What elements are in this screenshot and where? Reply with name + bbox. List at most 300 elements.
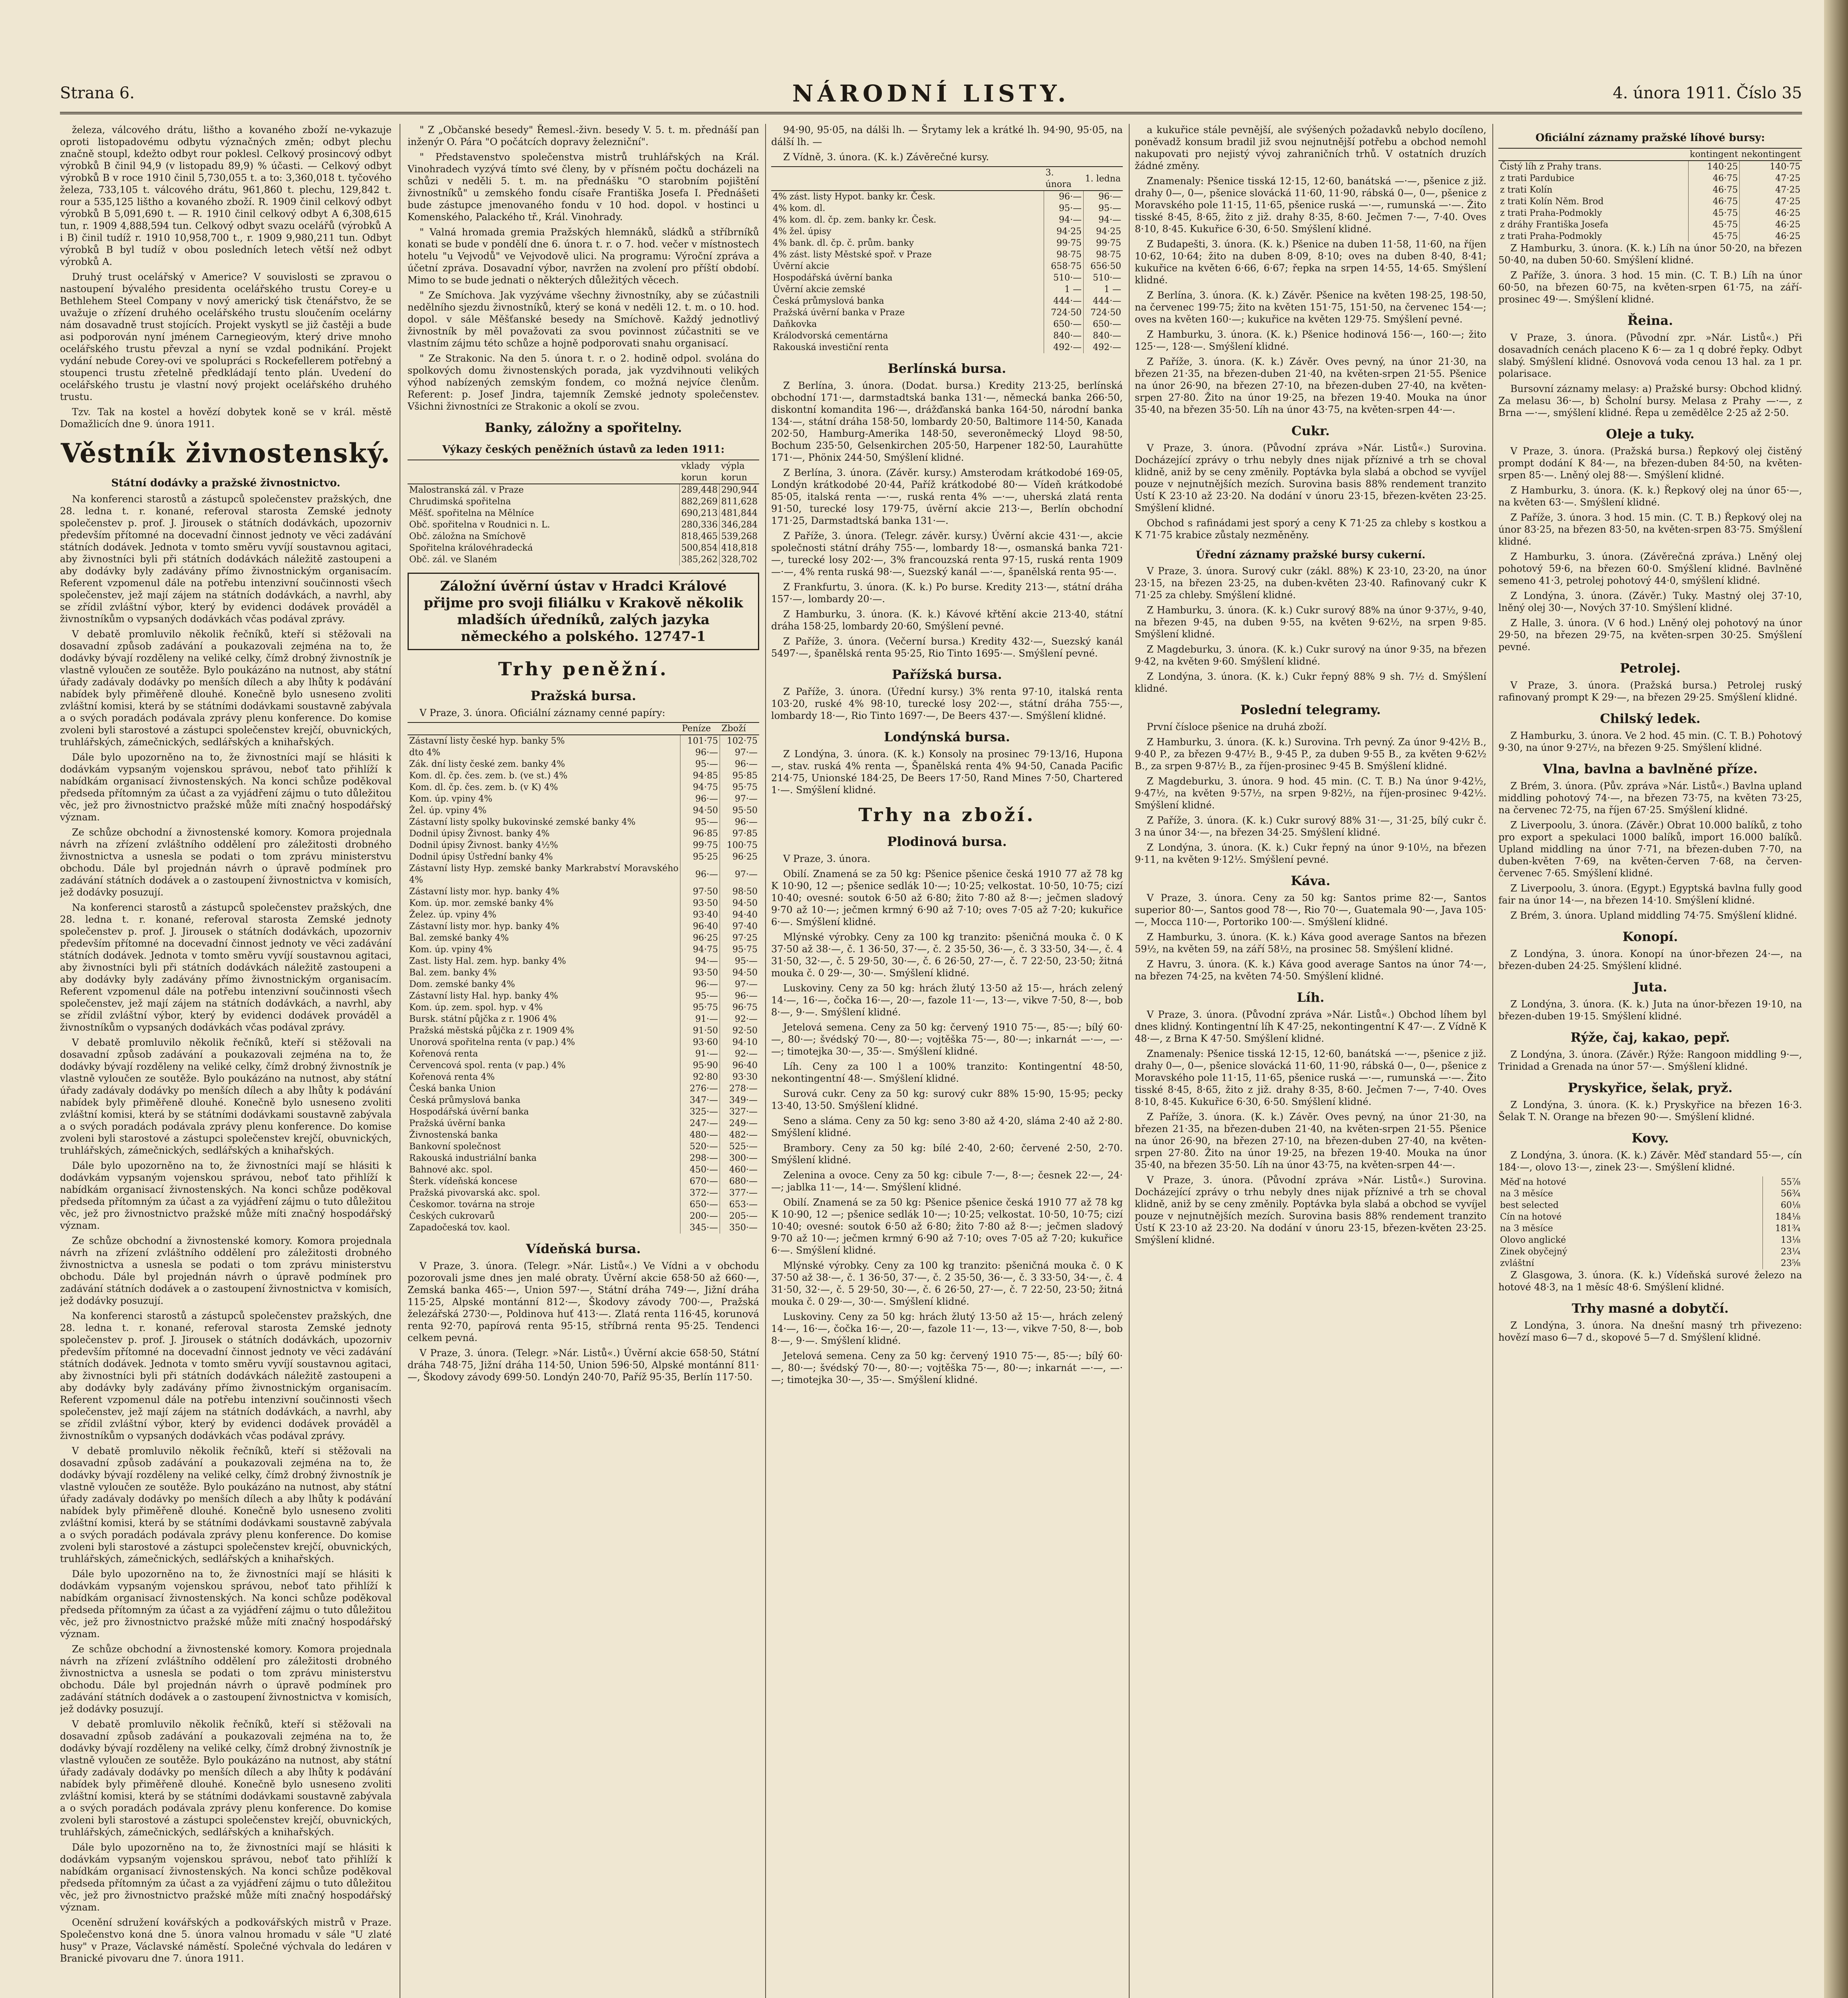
table-value-cell: 276·— xyxy=(680,1083,720,1095)
article-paragraph: Z Londýna, 3. února. (K. k.) Cukr řepný 88% 9 sh. 7½ d. Smýšlení klidné. xyxy=(1135,671,1486,694)
table-row xyxy=(408,1129,759,1141)
article-paragraph: Dále bylo upozorněno na to, že živnostníci mají se hlásiti k dodávkám vypsaným vojenskou správou, neboť tato přihlíží k nabídkám organisací živnostenských. Na konci schůze poděkoval předseda přítomným za účast a za vyjádření zájmu o tuto důležitou věc, jež pro živnostnictvo pražské může míti značný hospodářský význam. xyxy=(60,752,392,823)
table-label-cell: Dodnil úpisy Ústřední banky 4% xyxy=(409,852,553,862)
article-title: Poslední telegramy. xyxy=(1240,702,1381,717)
article-paragraph: Z Hamburku, 3. února. (K. k.) Řepkový olej na únor 65·—, na květen 63·—. Smýšlení klidné. xyxy=(1498,485,1802,508)
article-paragraph: " Z „Občanské besedy" Řemesl.-živn. besedy V. 5. t. m. přednáší pan inženýr O. Pára "O počátcích dopravy železniční". xyxy=(408,124,759,147)
table-row xyxy=(408,793,759,805)
table-label-cell: na 3 měsíce xyxy=(1500,1189,1553,1199)
table-row xyxy=(408,554,759,565)
table-row xyxy=(408,507,759,519)
article-title: Káva. xyxy=(1291,873,1331,888)
table-value-cell: 289,448 xyxy=(680,484,720,496)
table-label-cell: zvláštní xyxy=(1500,1258,1534,1268)
table-value-cell: 690,213 xyxy=(680,507,720,519)
table-label-cell: Unorová spořitelna renta (v pap.) 4% xyxy=(409,1037,575,1047)
column-3 xyxy=(771,124,1123,1998)
article-paragraph: Dále bylo upozorněno na to, že živnostníci mají se hlásiti k dodávkám vypsaným vojenskou správou, neboť tato přihlíží k nabídkám organisací živnostenských. Na konci schůze poděkoval předseda přítomným za účast a za vyjádření zájmu o tuto důležitou věc, jež pro živnostnictvo pražské může míti značný hospodářský význam. xyxy=(60,1568,392,1640)
column-rule xyxy=(1129,124,1130,1998)
table-value-cell: 450·— xyxy=(680,1164,720,1176)
article-paragraph: Obilí. Znamená se za 50 kg: Pšenice pšenice česká 1910 77 až 78 kg K 10·90, 12 —; pšenice sedlák 10·—; 10·25; velkostat. 10·50, 10·75; cizí 10·40; ovesné: soutok 6·50 až 6·80; žito 7·80 až 8·—; ječmen sladový 9·70 až 10·—; ječmen krmný 6·90 až 7·10; oves 7·05 až 7·20; kukuřice 6·—. Smýšlení klidné. xyxy=(771,868,1123,927)
article-paragraph: Z Londýna, 3. února. (K. k.) Pryskyřice na březen 16·3. Šelak T. N. Orange na březen 90·—. Smýšlení klidné. xyxy=(1498,1099,1802,1122)
article-title: Pražská bursa. xyxy=(530,688,637,703)
table-label-cell: Česká průmyslová banka xyxy=(773,296,884,306)
article-paragraph: Tzv. Tak na kostel a hovězí dobytek koně se v král. městě Domažlicích dne 9. února 1911. xyxy=(60,406,392,430)
table-row xyxy=(771,318,1123,330)
table-row xyxy=(771,237,1123,249)
table-label-cell: Králodvorská cementárna xyxy=(773,331,888,341)
table-value-cell: 96·— xyxy=(680,747,720,758)
table-value-cell: 97·— xyxy=(720,747,760,758)
table-value-cell: 96·25 xyxy=(720,851,760,863)
column-rule xyxy=(765,124,766,1998)
article-paragraph: a kukuřice stále pevnější, ale svýšených požadavků nebylo docíleno, poněvadž konsum bradil již svou nejnutnější potřebu a obchod nemohl nakupovati pro nejistý vývoj zahraničních trhů. V ostatních druzích žádné změny. xyxy=(1135,124,1486,171)
table-value-cell: 328,702 xyxy=(720,554,759,565)
table-row xyxy=(1498,1258,1802,1269)
table-row xyxy=(771,214,1123,226)
table-row xyxy=(408,1164,759,1176)
table-label-cell: Zástavní listy mor. hyp. banky 4% xyxy=(409,887,559,897)
table-value-cell: 94·50 xyxy=(720,898,760,909)
article-paragraph: Z Paříže, 3. února. (Telegr. závěr. kursy.) Úvěrní akcie 431·—, akcie společnosti státní dráhy 755·—, lombardy 18·—, osmanská banka 721·—, turecké losy 202·—, 3% francouzská renta 97·15, ruská renta 1909 —·—, 4% renta ruská 98·—, Suezský kanál —·—, španělská renta 95·—. xyxy=(771,530,1123,577)
table-row xyxy=(1498,161,1802,173)
table-value-cell: 93·30 xyxy=(720,1071,760,1083)
table-value-cell: 96·— xyxy=(1044,191,1084,203)
table-value-cell: 23⅝ xyxy=(1763,1258,1802,1269)
article-paragraph: Zelenina a ovoce. Ceny za 50 kg: cibule 7·—, 8·—; česnek 22·—, 24·—; jablka 11·—, 14·—. Smýšlení klidné. xyxy=(771,1170,1123,1193)
table-value-cell: 280,336 xyxy=(680,519,720,531)
table-value-cell: 96·40 xyxy=(720,1060,760,1071)
section-heading: Věstník živnostenský. xyxy=(61,438,391,469)
article-paragraph: První čísloce pšenice na druhá zboží. xyxy=(1147,721,1327,732)
table-label-cell: Kom. dl. čp. čes. zem. b. (ve st.) 4% xyxy=(409,771,568,781)
article-paragraph: Ze schůze obchodní a živnostenské komory. Komora projednala návrh na zřízení zvláštního oddělení pro záležitosti drobného živnostnictva a usnesla se podati o tom zprávu ministerstvu obchodu. Dále byl projednán návrh o úpravě podmínek pro zadávání státních dodávek a o zastoupení živnostnictva v komisích, jež dodávky posuzují. xyxy=(60,1235,392,1306)
table-value-cell: 95·— xyxy=(680,816,720,828)
article-paragraph: V debatě promluvilo několik řečníků, kteří si stěžovali na dosavadní způsob zadávání a poukazovali zejména na to, že dodávky bývají rozděleny na veliké celky, čímž drobný živnostník je vlastně vyloučen ze soutěže. Bylo poukázáno na nutnost, aby státní úřady zadávaly dodávky po menších dílech a aby lhůty k podávání nabídek byly přiměřeně dlouhé. Konečně bylo usneseno zvoliti zvláštní komisi, která by se státními dodávkami soustavně zabývala a o svých poradách podávala zprávy plenu konference. Do komise zvoleni byli starostové a zástupci společenstev krejčí, obuvnických, truhlářských, zámečnických, sedlářských a knihařských. xyxy=(60,1037,392,1156)
table-value-cell: 96·— xyxy=(720,758,760,770)
section-heading: Trhy na zboží. xyxy=(858,804,1036,826)
table-value-cell: 670·— xyxy=(680,1176,720,1187)
table-label-cell: na 3 měsíce xyxy=(1500,1224,1553,1234)
article-paragraph: Jetelová semena. Ceny za 50 kg: červený 1910 75·—, 85·—; bílý 60·—, 80·—; švédský 70·—, 80·—; vojtěška 75·—, 80·—; inkarnát —·—, —·—; timotejka 30·—, 35·—. Smýšlení klidné. xyxy=(771,1022,1123,1057)
page-binding-edge xyxy=(1824,0,1848,1998)
table-value-cell: 97·40 xyxy=(720,921,760,932)
article-paragraph: Mlýnské výrobky. Ceny za 100 kg tranzito: pšeničná mouka č. 0 K 37·50 až 38·—, č. 1 36·50, 37·—, č. 2 35·50, 36·—, č. 3 33·50, 34·—, č. 4 31·50, 32·—, č. 5 29·50, 30·—, č. 6 26·50, 27·—, č. 7 22·50, 23·50; žitná mouka č. 0 29·—, 30·—. Smýšlení klidné. xyxy=(771,1260,1123,1307)
advertisement-box: Záložní úvěrní ústav v Hradci Králové přijme pro svoji filiálku v Krakově několik mladších úředníků, zalých jazyka německého a polského. 12747-1 xyxy=(408,573,759,650)
table-label-cell: Bal. zem. banky 4% xyxy=(409,968,497,978)
table-value-cell: 99·75 xyxy=(1084,237,1123,249)
article-paragraph: Bursovní záznamy melasy: a) Pražské bursy: Obchod klidný. Za melasu 36·—, b) Šcholní bursy. Melasa z Prahy —·—, z Brna —·—, smýšlení klidné. Řepa u zemědělce 2·25 až 2·50. xyxy=(1498,383,1802,418)
table-value-cell: 481,844 xyxy=(720,507,759,519)
table-value-cell: 840·— xyxy=(1084,330,1123,342)
article-paragraph: Jetelová semena. Ceny za 50 kg: červený 1910 75·—, 85·—; bílý 60·—, 80·—; švédský 70·—, 80·—; vojtěška 75·—, 80·—; inkarnát —·—, —·—; timotejka 30·—, 35·—. Smýšlení klidné. xyxy=(771,1350,1123,1385)
table-row xyxy=(408,1013,759,1025)
table-label-cell: z trati Praha-Podmokly xyxy=(1500,231,1602,241)
table-value-cell: 91·— xyxy=(680,1013,720,1025)
table-row xyxy=(1498,1211,1802,1223)
article-paragraph: Z Vídně, 3. února. (K. k.) Závěrečné kursy. xyxy=(783,151,989,163)
table-row xyxy=(771,191,1123,203)
table-value-cell: 658·75 xyxy=(1044,261,1084,272)
table-label-cell: Kom. dl. čp. čes. zem. b. (v K) 4% xyxy=(409,782,558,792)
table-row xyxy=(408,851,759,863)
table-label-cell: Kom. úp. vpiny 4% xyxy=(409,794,493,804)
section-heading: Banky, záložny a spořitelny. xyxy=(485,420,682,435)
table-value-cell: 96·— xyxy=(720,990,760,1002)
table-row xyxy=(771,272,1123,284)
table-value-cell: 1 — xyxy=(1044,284,1084,295)
article-paragraph: Z Londýna, 3. února. Konopí na únor-březen 24·—, na březen-duben 24·25. Smýšlení klidné. xyxy=(1498,948,1802,971)
table-value-cell: 56¾ xyxy=(1763,1188,1802,1200)
article-paragraph: Z Londýna, 3. února. (K. k.) Juta na únor-březen 19·10, na březen-duben 19·15. Smýšlení klidné. xyxy=(1498,999,1802,1022)
article-paragraph: V Praze, 3. února. xyxy=(783,853,871,864)
table-value-cell: 94·— xyxy=(1084,214,1123,226)
table-value-cell: 94·— xyxy=(1044,214,1084,226)
table-value-cell: 94·75 xyxy=(680,782,720,793)
table-row xyxy=(408,886,759,898)
table-label-cell: Česká banka Union xyxy=(409,1084,496,1094)
article-paragraph: Na konferenci starostů a zástupců společenstev pražských, dne 28. ledna t. r. konané, referoval starosta Zemské jednoty společenstev p. prof. J. Jirousek o státních dodávkách, upozorniv především přítomné na docevadní činnost jednoty ve věci zadávání státních dodávek. Jednota v tomto směru vyvíjí soustavnou agitaci, aby živnostníci byli při státních dodávkách náležitě zastoupeni a aby dodávky byly zadávány přímo živnostnickým organisacím. Referent vzpomenul dále na potřebu intenzivní součinnosti všech společenstev, jež mají zájem na státních dodávkách, a navrhl, aby se zřídil zvláštní výbor, který by evidenci dodávek prováděl a živnostníkům o vypsaných dodávkách včas podával zprávy. xyxy=(60,902,392,1033)
table-label-cell: Žel. úp. vpiny 4% xyxy=(409,806,487,816)
table-value-cell: 249·— xyxy=(720,1118,760,1129)
article-paragraph: Z Paříže, 3. února. (K. k.) Závěr. Oves pevný, na únor 21·30, na březen 21·35, na březen-duben 21·40, na květen-srpen 21·55. Pšenice na únor 26·90, na březen 27·10, na březen-duben 27·40, na květen-srpen 27·80. Žito na únor 19·25, na březen 19·40. Mouka na únor 35·40, na březen 35·50. Líh na únor 43·75, na květen-srpen 44·—. xyxy=(1135,356,1486,415)
table-header-cell xyxy=(408,722,680,735)
article-paragraph: Z Paříže, 3. února. (Úřední kursy.) 3% renta 97·10, italská renta 103·20, ruské 4% 98·10, turecké losy 202·—, státní dráha 755·—, lombardy 18·—, Rio Tinto 1697·—, De Beers 437·—. Smýšlení klidné. xyxy=(771,686,1123,721)
table-value-cell: 94·10 xyxy=(720,1037,760,1048)
spirits-table xyxy=(1498,148,1802,242)
table-row xyxy=(771,330,1123,342)
table-value-cell: 45·75 xyxy=(1688,231,1740,242)
table-row xyxy=(1498,1234,1802,1246)
table-row xyxy=(408,944,759,955)
table-row xyxy=(408,898,759,909)
table-value-cell: 653·— xyxy=(720,1199,760,1210)
article-title: Oleje a tuky. xyxy=(1606,426,1695,442)
table-row xyxy=(408,1222,759,1234)
table-value-cell: 811,628 xyxy=(720,496,759,507)
table-value-cell: 55⅞ xyxy=(1763,1176,1802,1188)
table-label-cell: Pražská pivovarská akc. spol. xyxy=(409,1188,540,1198)
table-row xyxy=(771,284,1123,295)
table-label-cell: 4% bank. dl. čp. č. prům. banky xyxy=(773,238,914,248)
table-label-cell: Zástavní listy české hyp. banky 5% xyxy=(409,736,565,746)
article-title: Kovy. xyxy=(1631,1130,1669,1146)
table-label-cell: Kořenová renta 4% xyxy=(409,1072,495,1082)
article-paragraph: Z Liverpoolu, 3. února. (Závěr.) Obrat 10.000 balíků, z toho pro export a spekulaci 1000 balíků, import 16.000 balíků. Upland middling na únor 7·71, na březen-duben 7·70, na duben-květen 7·69, na květen-červen 7·68, na červen-červenec 7·65. Smýšlení klidné. xyxy=(1498,820,1802,879)
article-paragraph: Ze schůze obchodní a živnostenské komory. Komora projednala návrh na zřízení zvláštního oddělení pro záležitosti drobného živnostnictva a usnesla se podati o tom zprávu ministerstvu obchodu. Dále byl projednán návrh o úpravě podmínek pro zadávání státních dodávek a o zastoupení živnostnictva v komisích, jež dodávky posuzují. xyxy=(60,1644,392,1715)
table-label-cell: Hospodářská úvěrní banka xyxy=(773,273,893,283)
table-value-cell: 92·— xyxy=(720,1013,760,1025)
table-value-cell: 350·— xyxy=(720,1222,760,1234)
table-value-cell: 93·50 xyxy=(680,898,720,909)
table-value-cell: 93·60 xyxy=(680,1037,720,1048)
table-row xyxy=(408,770,759,782)
table-value-cell: 818,465 xyxy=(680,531,720,542)
article-paragraph: Z Hamburku, 3. února. (K. k.) Cukr surový 88% na únor 9·37½, 9·40, na březen 9·45, na duben 9·55, na květen 9·62½, na srpen 9·85. Smýšlení klidné. xyxy=(1135,605,1486,640)
table-value-cell: 98·50 xyxy=(720,886,760,898)
table-row xyxy=(408,1176,759,1187)
table-value-cell: 298·— xyxy=(680,1152,720,1164)
article-paragraph: V Praze, 3. února. (Telegr. »Nár. Listů«.) Ve Vídni a v obchodu pozorovali jsme dnes jen malé obraty. Úvěrní akcie 658·50 až 660·—, Zemská banka 465·—, Union 597·—, Státní dráha 749·—, Jižní dráha 115·25, Alpské montánní 812·—, Škodovy závody 700·—, Pražská železářská 2730·—, Poldinova huť 413·—. Zlatá renta 116·45, korunová renta 92·70, papírová renta 95·15, stříbrná renta 95·25. Tendenci celkem pevná. xyxy=(408,1260,759,1343)
article-paragraph: Z Liverpoolu, 3. února. (Egypt.) Egyptská bavlna fully good fair na únor 14·—, na březen 14·10. Smýšlení klidné. xyxy=(1498,883,1802,906)
table-label-cell: Úvěrní akcie zemské xyxy=(773,285,865,295)
table-value-cell: 184⅛ xyxy=(1763,1211,1802,1223)
table-value-cell: 140·25 xyxy=(1688,161,1740,173)
article-paragraph: Z Hamburku, 3. února. (K. k.) Káva good average Santos na březen 59½, na květen 59, na září 58½, na prosinec 58. Smýšlení klidné. xyxy=(1135,931,1486,955)
table-value-cell: 444·— xyxy=(1084,295,1123,307)
table-label-cell: Dom. zemské banky 4% xyxy=(409,979,515,989)
table-value-cell: 99·75 xyxy=(680,840,720,851)
article-paragraph: V Praze, 3. února. (Původní zpr. »Nár. Listů«.) Při dosavadních cenách placeno K 6·— za 1 q dobré řepky. Odbyt slabý. Smýšlení klidné. Osnovová voda cenou 13 hal. za 1 pr. polarisace. xyxy=(1498,332,1802,379)
table-value-cell: 46·75 xyxy=(1688,184,1740,196)
table-row xyxy=(1498,1246,1802,1258)
table-label-cell: z trati Pardubice xyxy=(1500,173,1575,183)
table-value-cell: 200·— xyxy=(680,1210,720,1222)
article-title: Plodinová bursa. xyxy=(887,834,1007,849)
table-value-cell: 278·— xyxy=(720,1083,760,1095)
table-value-cell: 520·— xyxy=(680,1141,720,1152)
article-paragraph: Z Paříže, 3. února. 3 hod. 15 min. (C. T. B.) Řepkový olej na únor 83·25, na březen 83·50, na květen-srpen 83·75. Smýšlení klidné. xyxy=(1498,512,1802,547)
table-label-cell: Zástavní listy Hal. hyp. banky 4% xyxy=(409,991,558,1001)
table-header-cell xyxy=(771,167,1044,191)
table-value-cell: 94·50 xyxy=(720,967,760,979)
table-label-cell: Chrudimská spořitelna xyxy=(409,497,511,507)
table-value-cell: 94·25 xyxy=(1084,226,1123,237)
table-row xyxy=(408,758,759,770)
article-paragraph: Z Berlína, 3. února. (Dodat. bursa.) Kredity 213·25, berlínská obchodní 171·—, darmstadtská banka 131·—, německá banka 266·50, diskontní komandita 196·—, drážďanská banka 164·50, národní banka 134·—, státní dráha 158·50, lombardy 20·50, Baltimore 114·50, Kanada 202·50, Hamburg-Amerika 148·50, severoněmecký Lloyd 98·50, Bochum 235·50, Gelsenkirchen 205·50, Harpener 182·50, Laurahütte 171·—, Phönix 244·50, Smýšlení klidné. xyxy=(771,380,1123,463)
table-value-cell: 482·— xyxy=(720,1129,760,1141)
table-value-cell: 346,284 xyxy=(720,519,759,531)
table-label-cell: Měď na hotové xyxy=(1500,1177,1566,1187)
table-value-cell: 377·— xyxy=(720,1187,760,1199)
table-value-cell: 492·— xyxy=(1084,342,1123,353)
table-label-cell: Bursk. státní půjčka z r. 1906 4% xyxy=(409,1014,557,1024)
table-label-cell: Bal. zemské banky 4% xyxy=(409,933,509,943)
article-paragraph: V Praze, 3. února. (Původní zpráva »Nár. Listů«.) Obchod líhem byl dnes klidný. Kontingentní líh K 47·25, nekontingentní K 47·—. Z Vídně K 48·—, z Brna K 47·50. Smýšlení klidné. xyxy=(1135,1009,1486,1044)
article-paragraph: železa, válcového drátu, lištho a kovaného zboží ne-vykazuje oproti listopadovému odbytu význačných změn; odbyt plechu značně stoupl, kdežto odbyt rour poklesl. Celkový prosincový odbyt výrobků B činil 94,9 (v listopadu 89,9) % účasti. — Celkový odbyt výrobků B v roce 1910 činil 5,730,055 t. a to: 3,360,018 t. tyčového železa, 733,105 t. válcového drátu, 961,860 t. plechu, 129,842 t. rour a 535,125 lištho a kovaného zboží. R. 1909 činil celkový odbyt výrobků B 5,091,690 t. — R. 1910 činil celkový odbyt A 6,308,615 tun, r. 1909 4,888,594 tun. Celkový odbyt svazu ocelářů (výrobků A i B) činil tudíž r. 1910 10,958,700 t., r. 1909 9,980,211 tun. Odbyt výrobků B byl tudíž v obou posledních letech větší než odbyt výrobků A. xyxy=(60,124,392,267)
table-label-cell: 4% zást. listy Městské spoř. v Praze xyxy=(773,250,932,260)
article-paragraph: " Představenstvo společenstva mistrů truhlářských na Král. Vinohradech vyzývá tímto své členy, by v přísném počtu docházeli na schůzi v neděli 5. t. m. na přednášku "O starobním pojištění živnostníků" u zemského fondu císaře Františka Josefa I. Přednášeti bude zástupce jmenovaného fondu v 10 hod. dopol. v hostinci u Komenského, Palackého tř., Král. Vinohrady. xyxy=(408,151,759,223)
article-paragraph: Znamenaly: Pšenice tisská 12·15, 12·60, banátská —·—, pšenice z již. drahy 0—, 0—, pšenice slovácká 11·60, 11·90, rábská 0—, 0—, pšenice z Moravského pole 11·15, 11·65, pšenice ruská —·—, rumunská —·—. Žito tisské 8·45, 8·65, žito z již. drahy 8·35, 8·60. Ječmen 7·—, 7·40. Oves 8·10, 8·45. Kukuřice 6·30, 6·50. Smýšlení klidné. xyxy=(1135,1048,1486,1107)
table-value-cell: 94·85 xyxy=(680,770,720,782)
table-value-cell: 98·75 xyxy=(1044,249,1084,261)
article-paragraph: V debatě promluvilo několik řečníků, kteří si stěžovali na dosavadní způsob zadávání a poukazovali zejména na to, že dodávky bývají rozděleny na veliké celky, čímž drobný živnostník je vlastně vyloučen ze soutěže. Bylo poukázáno na nutnost, aby státní úřady zadávaly dodávky po menších dílech a aby lhůty k podávání nabídek byly přiměřeně dlouhé. Konečně bylo usneseno zvoliti zvláštní komisi, která by se státními dodávkami soustavně zabývala a o svých poradách podávala zprávy plenu konference. Do komise zvoleni byli starostové a zástupci společenstev krejčí, obuvnických, truhlářských, zámečnických, sedlářských a knihařských. xyxy=(60,1445,392,1564)
table-label-cell: Obč. záložna na Smíchově xyxy=(409,531,526,541)
table-row xyxy=(408,1199,759,1210)
article-paragraph: Z Berlína, 3. února. (Závěr. kursy.) Amsterodam krátkodobé 169·05, Londýn krátkodobé 20·44, Paříž krátkodobé 80·— Vídeň krátkodobé 85·05, italská renta —·—, ruská renta 4% —·—, uherská zlatá renta 91·50, turecké losy 179·75, úvěrní akcie 213·—, Berlín obchodní 171·25, Darmstadtská banka 131·—. xyxy=(771,467,1123,526)
table-label-cell: Hospodářská úvěrní banka xyxy=(409,1107,529,1117)
article-paragraph: Mlýnské výrobky. Ceny za 100 kg tranzito: pšeničná mouka č. 0 K 37·50 až 38·—, č. 1 36·50, 37·—, č. 2 35·50, 36·—, č. 3 33·50, 34·—, č. 4 31·50, 32·—, č. 5 29·50, 30·—, č. 6 26·50, 27·—, č. 7 22·50, 23·50; žitná mouka č. 0 29·—, 30·—. Smýšlení klidné. xyxy=(771,931,1123,979)
table-row xyxy=(1498,219,1802,231)
table-value-cell: 492·— xyxy=(1044,342,1084,353)
table-value-cell: 724·50 xyxy=(1044,307,1084,318)
table-header-cell: Zboží xyxy=(720,722,760,735)
table-value-cell: 181¾ xyxy=(1763,1223,1802,1234)
table-label-cell: Dodnil úpisy Živnost. banky 4½% xyxy=(409,840,558,850)
table-label-cell: z dráhy Františka Josefa xyxy=(1500,220,1609,230)
article-title: Státní dodávky a pražské živnostnictvo. xyxy=(111,477,340,489)
table-label-cell: Úvěrní akcie xyxy=(773,261,830,271)
article-title: Výkazy českých peněžních ústavů za leden 1911: xyxy=(442,444,725,456)
table-value-cell: 95·75 xyxy=(720,782,760,793)
table-value-cell: 96·40 xyxy=(680,921,720,932)
table-value-cell: 656·50 xyxy=(1084,261,1123,272)
article-paragraph: Z Brém, 3. února. (Pův. zpráva »Nár. Listů«.) Bavlna upland middling pohotový 74·—, na březen 73·75, na květen 73·25, na červenec 72·75, na říjen 67·25. Smýšlení klidné. xyxy=(1498,780,1802,816)
table-row xyxy=(1498,207,1802,219)
table-row xyxy=(408,1141,759,1152)
table-row xyxy=(408,484,759,496)
table-value-cell: 101·75 xyxy=(680,735,720,747)
table-value-cell: 102·75 xyxy=(720,735,760,747)
article-paragraph: V Praze, 3. února. (Původní zpráva »Nár. Listů«.) Surovina. Docházející zprávy o trhu nebyly dnes nijak příznivé a trh se choval klidně, aniž by se ceny změnily. Poptávka byla slabá a obchod se vyvíjel pouze v nejnutnějších mezích. Surovina basis 88% rendement tranzito Ústí K 23·10 až 23·20. Na dodání v únoru 23·15, březen-květen 23·25. Smýšlení klidné. xyxy=(1135,1174,1486,1246)
table-label-cell: Malostranská zál. v Praze xyxy=(409,485,524,495)
table-header-cell xyxy=(408,460,680,484)
table-value-cell: 97·25 xyxy=(720,932,760,944)
article-paragraph: Z Hamburku, 3. února. Ve 2 hod. 45 min. (C. T. B.) Pohotový 9·30, na únor 9·27½, na březen 9·25. Smýšlení klidné. xyxy=(1498,730,1802,753)
table-row xyxy=(771,307,1123,318)
table-value-cell: 96·85 xyxy=(680,828,720,840)
article-paragraph: Luskoviny. Ceny za 50 kg: hrách žlutý 13·50 až 15·—, hrách zelený 14·—, 16·—, čočka 16·—, 20·—, fazole 11·—, 13·—, vikve 7·50, 8·—, bob 8·—, 9·—. Smýšlení klidné. xyxy=(771,983,1123,1018)
table-value-cell: 95·— xyxy=(1084,203,1123,214)
table-value-cell: 95·75 xyxy=(720,944,760,955)
table-value-cell: 372·— xyxy=(680,1187,720,1199)
table-value-cell: 325·— xyxy=(680,1106,720,1118)
article-paragraph: V Praze, 3. února. (Pražská bursa.) Petrolej ruský rafinovaný prompt K 29·—, na březen 29·25. Smýšlení klidné. xyxy=(1498,680,1802,703)
table-label-cell: Červencová spol. renta (v pap.) 4% xyxy=(409,1061,566,1071)
article-paragraph: Z Hamburku, 3. února. (K. k.) Líh na únor 50·20, na březen 50·40, na duben 50·60. Smýšlení klidné. xyxy=(1498,243,1802,266)
table-value-cell: 96·— xyxy=(1084,191,1123,203)
table-row xyxy=(408,909,759,921)
article-title: Konopí. xyxy=(1622,929,1678,944)
article-paragraph: V Praze, 3. února. (Pražská bursa.) Řepkový olej čistěný prompt dodání K 84·—, na březen-duben 84·50, na květen-srpen 85·—. Lněný olej 88·—. Smýšlení klidné. xyxy=(1498,446,1802,481)
article-paragraph: Dále bylo upozorněno na to, že živnostníci mají se hlásiti k dodávkám vypsaným vojenskou správou, neboť tato přihlíží k nabídkám organisací živnostenských. Na konci schůze poděkoval předseda přítomným za účast a za vyjádření zájmu o tuto důležitou věc, jež pro živnostnictvo pražské může míti značný hospodářský význam. xyxy=(60,1160,392,1231)
article-paragraph: V debatě promluvilo několik řečníků, kteří si stěžovali na dosavadní způsob zadávání a poukazovali zejména na to, že dodávky bývají rozděleny na veliké celky, čímž drobný živnostník je vlastně vyloučen ze soutěže. Bylo poukázáno na nutnost, aby státní úřady zadávaly dodávky po menších dílech a aby lhůty k podávání nabídek byly přiměřeně dlouhé. Konečně bylo usneseno zvoliti zvláštní komisi, která by se státními dodávkami soustavně zabývala a o svých poradách podávala zprávy plenu konference. Do komise zvoleni byli starostové a zástupci společenstev krejčí, obuvnických, truhlářských, zámečnických, sedlářských a knihařských. xyxy=(60,1719,392,1838)
table-label-cell: Čistý líh z Prahy trans. xyxy=(1500,162,1602,172)
article-title: Pařížská bursa. xyxy=(892,667,1002,682)
table-value-cell: 96·75 xyxy=(720,1002,760,1013)
table-value-cell: 95·90 xyxy=(680,1060,720,1071)
table-label-cell: Bankovní společnost xyxy=(409,1142,501,1152)
table-value-cell: 95·— xyxy=(1044,203,1084,214)
table-row xyxy=(408,1152,759,1164)
table-label-cell: Dodnil úpisy Živnost. banky 4% xyxy=(409,829,550,839)
table-label-cell: Pražská úvěrní banka v Praze xyxy=(773,308,905,318)
table-value-cell: 97·— xyxy=(720,863,760,886)
table-value-cell: 385,262 xyxy=(680,554,720,565)
table-row xyxy=(408,496,759,507)
table-value-cell: 290,944 xyxy=(720,484,759,496)
table-row xyxy=(1498,184,1802,196)
table-row xyxy=(1498,1223,1802,1234)
table-value-cell: 327·— xyxy=(720,1106,760,1118)
table-header-cell: nekontingent xyxy=(1740,148,1802,161)
vienna-closing-table xyxy=(771,166,1123,353)
table-label-cell: z trati Kolín xyxy=(1500,185,1553,195)
article-paragraph: V Praze, 3. února. Surový cukr (zákl. 88%) K 23·10, 23·20, na únor 23·15, na březen 23·25, na duben-květen 23·40. Rafinovaný cukr K 71·25 za chleby. Smýšlení klidné. xyxy=(1135,565,1486,601)
table-row xyxy=(1498,173,1802,184)
article-title: Cukr. xyxy=(1291,423,1330,438)
table-label-cell: Zástavní listy spolky bukovinské zemské banky 4% xyxy=(409,817,636,827)
table-row xyxy=(408,1071,759,1083)
table-label-cell: Zast. listy Hal. zem. hyp. banky 4% xyxy=(409,956,566,966)
table-row xyxy=(1498,1176,1802,1188)
table-label-cell: Zinek obyčejný xyxy=(1500,1247,1568,1257)
table-label-cell: Kom. úp. mor. zemské banky 4% xyxy=(409,898,554,908)
table-value-cell: 60⅛ xyxy=(1763,1200,1802,1211)
article-paragraph: Z Londýna, 3. února. (Závěr.) Rýže: Rangoon middling 9·—, Trinidad a Grenada na únor 57·—. Smýšlení klidné. xyxy=(1498,1049,1802,1072)
table-row xyxy=(408,1106,759,1118)
table-value-cell: 13⅛ xyxy=(1763,1234,1802,1246)
table-row xyxy=(408,816,759,828)
table-label-cell: Olovo anglické xyxy=(1500,1235,1566,1245)
table-value-cell: 95·25 xyxy=(680,851,720,863)
table-label-cell: 4% kom. dl. xyxy=(773,203,826,213)
prague-bourse-table xyxy=(408,722,759,1234)
table-value-cell: 46·25 xyxy=(1740,231,1802,242)
table-label-cell: Měšť. spořitelna na Mělníce xyxy=(409,508,534,518)
article-title: Juta. xyxy=(1633,979,1667,995)
table-header-cell: výpla korun xyxy=(720,460,759,484)
table-header-cell xyxy=(1498,148,1688,161)
article-paragraph: " Valná hromada gremia Pražských hlemnáků, sládků a stříbrníků konati se bude v pondělí dne 6. února t. r. o 7. hod. večer v místnostech hotelu "u Vejvodů" ve Vejvodově ulici. Na programu: Výroční zpráva a účetní zpráva. Dosavadní výbor, navržen na zvolení pro příští období. Mimo to se bude jednati o některých důležitých věcech. xyxy=(408,227,759,286)
table-value-cell: 650·— xyxy=(1044,318,1084,330)
table-value-cell: 91·50 xyxy=(680,1025,720,1037)
article-paragraph: Z Paříže, 3. února. 3 hod. 15 min. (C. T. B.) Líh na únor 60·50, na březen 60·75, na květen-srpen 61·75, na září-prosinec 49·—. Smýšlení klidné. xyxy=(1498,270,1802,305)
article-paragraph: Z Londýna, 3. února. (K. k.) Závěr. Měď standard 55·—, cín 184·—, olovo 13·—, zinek 23·—. Smýšlení klidné. xyxy=(1498,1150,1802,1173)
table-row xyxy=(408,921,759,932)
article-title: Řeina. xyxy=(1627,313,1673,328)
table-value-cell: 882,269 xyxy=(680,496,720,507)
table-value-cell: 1 — xyxy=(1084,284,1123,295)
table-value-cell: 460·— xyxy=(720,1164,760,1176)
article-paragraph: Z Londýna, 3. února. (K. k.) Konsoly na prosinec 79·13/16, Hupona —, stav. ruská 4% renta —, Španělská renta 4% 94·50, Canada Pacific 214·75, Unionské 184·25, De Beers 17·50, Rand Mines 7·50, Chartered 1·—. Smýšlení klidné. xyxy=(771,748,1123,796)
table-row xyxy=(408,990,759,1002)
article-paragraph: V debatě promluvilo několik řečníků, kteří si stěžovali na dosavadní způsob zadávání a poukazovali zejména na to, že dodávky bývají rozděleny na veliké celky, čímž drobný živnostník je vlastně vyloučen ze soutěže. Bylo poukázáno na nutnost, aby státní úřady zadávaly dodávky po menších dílech a aby lhůty k podávání nabídek byly přiměřeně dlouhé. Konečně bylo usneseno zvoliti zvláštní komisi, která by se státními dodávkami soustavně zabývala a o svých poradách podávala zprávy plenu konference. Do komise zvoleni byli starostové a zástupci společenstev krejčí, obuvnických, truhlářských, zámečnických, sedlářských a knihařských. xyxy=(60,629,392,748)
table-row xyxy=(408,531,759,542)
table-row xyxy=(1498,196,1802,207)
table-label-cell: Zák. dní listy české zem. banky 4% xyxy=(409,759,565,769)
column-5 xyxy=(1498,124,1802,1998)
article-paragraph: Obchod s rafinádami jest sporý a ceny K 71·25 za chleby s kostkou a K 71·75 krabice zůstaly nezměněny. xyxy=(1135,517,1486,541)
table-row xyxy=(408,1095,759,1106)
table-label-cell: Českomor. továrna na stroje xyxy=(409,1200,535,1210)
article-title: Oficiální záznamy pražské líhové bursy: xyxy=(1535,132,1765,144)
table-label-cell: best selected xyxy=(1500,1200,1559,1210)
table-value-cell: 650·— xyxy=(1084,318,1123,330)
table-value-cell: 95·— xyxy=(680,758,720,770)
article-paragraph: Ze schůze obchodní a živnostenské komory. Komora projednala návrh na zřízení zvláštního oddělení pro záležitosti drobného živnostnictva a usnesla se podati o tom zprávu ministerstvu obchodu. Dále byl projednán návrh o úpravě podmínek pro zadávání státních dodávek a o zastoupení živnostnictva v komisích, jež dodávky posuzují. xyxy=(60,827,392,898)
bank-deposits-table xyxy=(408,460,759,565)
table-row xyxy=(408,863,759,886)
table-label-cell: Česká průmyslová banka xyxy=(409,1095,521,1105)
table-row xyxy=(408,735,759,747)
table-row xyxy=(408,747,759,758)
table-row xyxy=(408,805,759,816)
article-title: Líh. xyxy=(1297,990,1325,1005)
table-value-cell: 93·40 xyxy=(680,909,720,921)
table-row xyxy=(408,967,759,979)
article-paragraph: Líh. Ceny za 100 l a 100% tranzito: Kontingentní 48·50, nekontingentní 48·—. Smýšlení klidné. xyxy=(771,1061,1123,1084)
article-paragraph: V Praze, 3. února. (Původní zpráva »Nár. Listů«.) Surovina. Docházející zprávy o trhu nebyly dnes nijak příznivé a trh se choval klidně, aniž by se ceny změnily. Poptávka byla slabá a obchod se vyvíjel pouze v nejnutnějších mezích. Surovina basis 88% rendement tranzito Ústí K 23·10 až 23·20. Na dodání v únoru 23·15, březen-květen 23·25. Smýšlení klidné. xyxy=(1135,442,1486,513)
table-row xyxy=(771,295,1123,307)
article-paragraph: " Ze Strakonic. Na den 5. února t. r. o 2. hodině odpol. svolána do spolkových domu živnostenských porada, jak vyzdvihnouti velikých výhod nabízených zemským fondem, co možná nejvíce členům. Referent: p. Josef Jindra, tajemník Zemské jednoty společenstev. Všichni živnostníci ze Strakonic a okolí se zvou. xyxy=(408,353,759,412)
table-label-cell: Bahnové akc. spol. xyxy=(409,1165,493,1175)
article-paragraph: Z Paříže, 3. února. (K. k.) Závěr. Oves pevný, na únor 21·30, na březen 21·35, na březen-duben 21·40, na květen-srpen 21·55. Pšenice na únor 26·90, na březen 27·10, na březen-duben 27·40, na květen-srpen 27·80. Žito na únor 19·25, na březen 19·40. Mouka na únor 35·40, na březen 35·50. Líh na únor 43·75, na květen-srpen 44·—. xyxy=(1135,1111,1486,1170)
table-value-cell: 95·— xyxy=(680,990,720,1002)
table-label-cell: Zástavní listy Hyp. zemské banky Markrabství Moravského 4% xyxy=(409,864,678,885)
article-paragraph: Z Paříže, 3. února. (Večerní bursa.) Kredity 432·—, Suezský kanál 5497·—, španělská renta 95·25, Rio Tinto 1695·—. Smýšlení pevné. xyxy=(771,636,1123,659)
article-paragraph: Z Hamburku, 3. února. (K. k.) Kávové křtění akcie 213·40, státní dráha 158·25, lombardy 20·60, Smýšlení pevné. xyxy=(771,609,1123,632)
